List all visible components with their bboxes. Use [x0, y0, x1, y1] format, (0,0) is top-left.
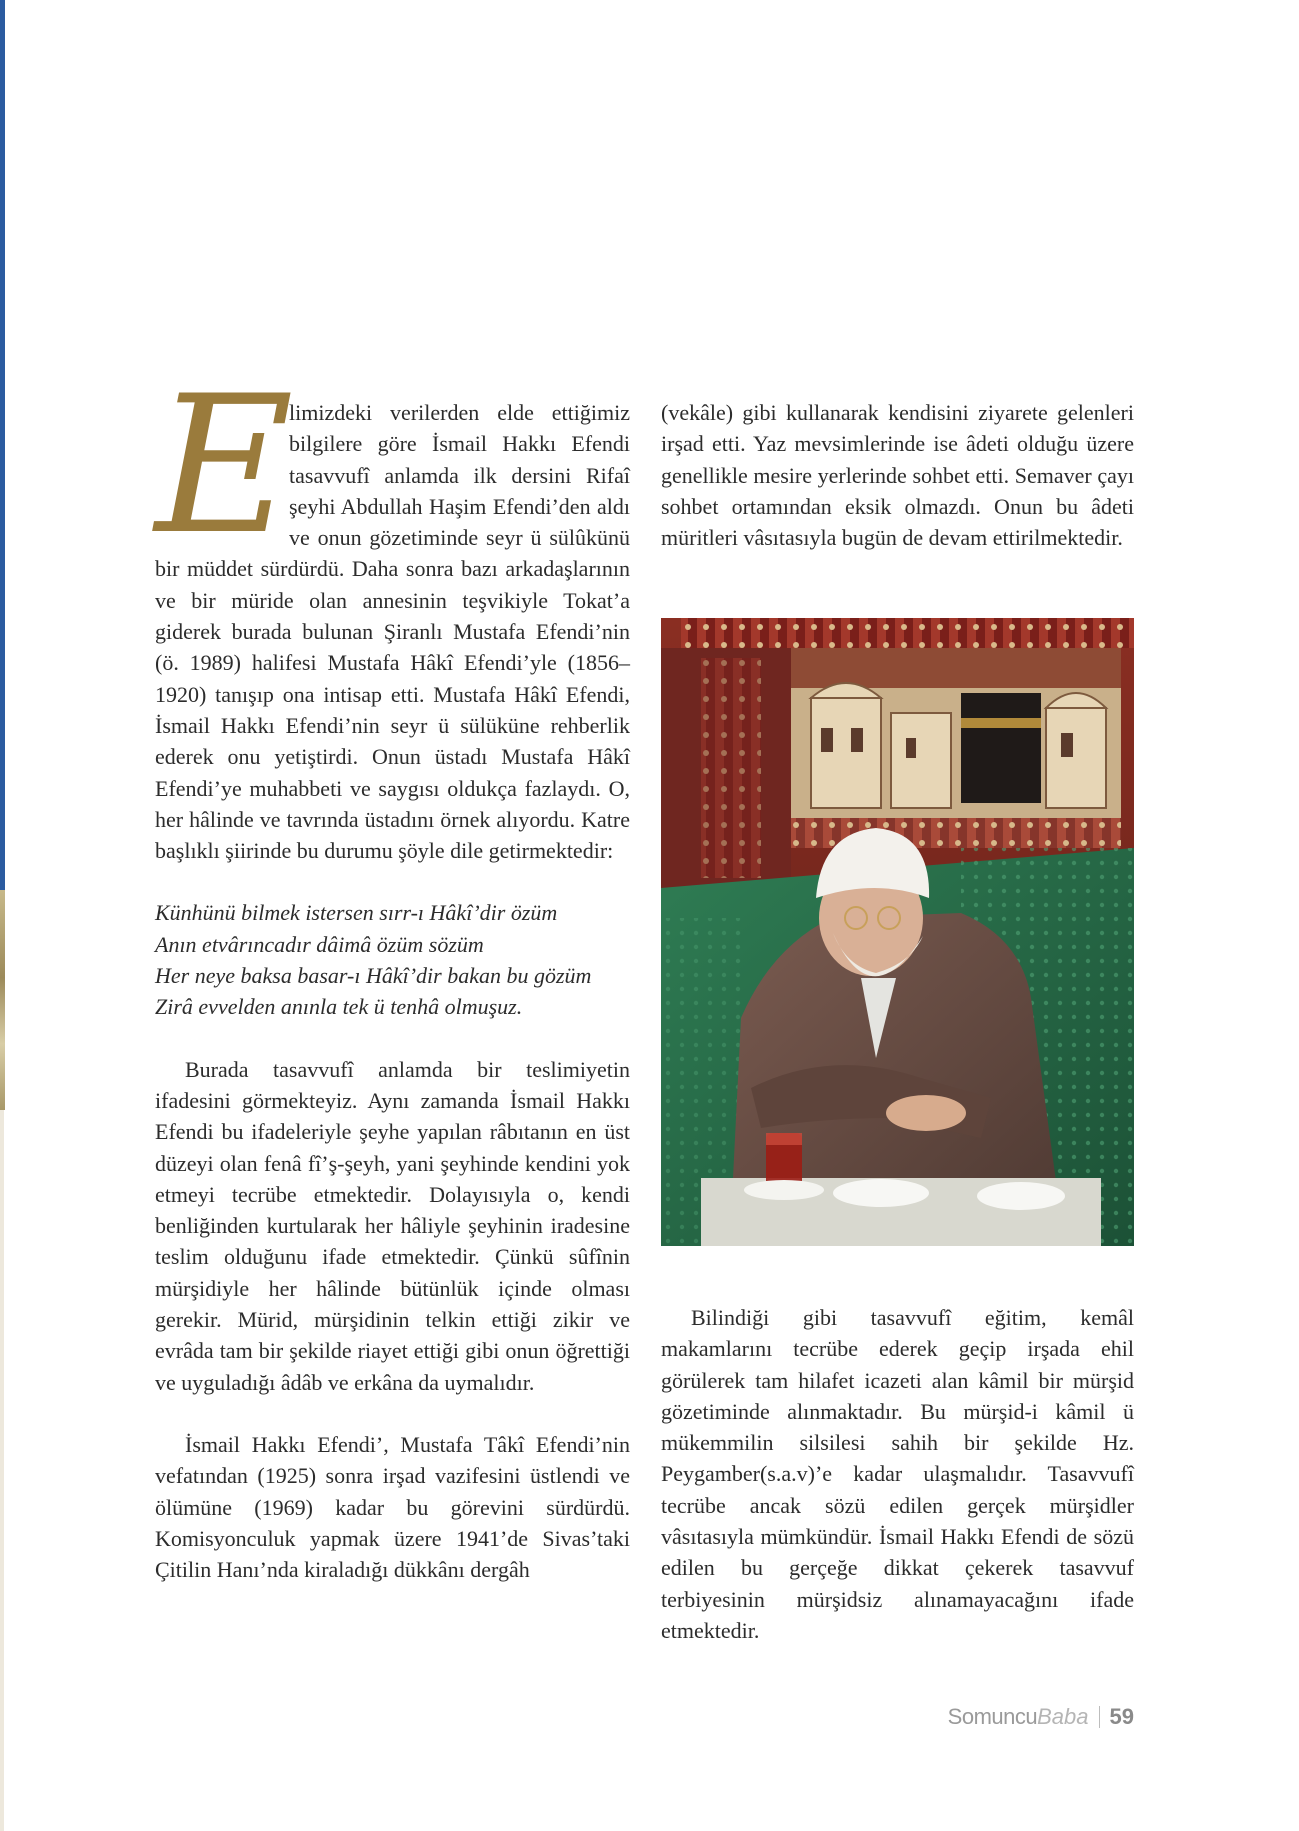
poem-line: Künhünü bilmek istersen sırr-ı Hâkî’dir özüm [155, 900, 558, 926]
page-footer [948, 1704, 1134, 1730]
body-paragraph-irsad: İsmail Hakkı Efendi’, Mustafa Tâkî Efendi’nin vefatından (1925) sonra irşad vazifesini üstlendi ve ölümüne (1969) kadar bu görevini sürdürdü. Komisyonculuk yapmak üzere 1941’de Sivas’taki Çitilin Hanı’nda kiraladığı dükkânı dergâh [155, 1431, 630, 1583]
right-column-bottom [661, 1302, 1134, 1646]
drop-cap-letter: E [155, 355, 294, 576]
page-edge-gold [0, 890, 5, 1110]
page-edge-blue [0, 0, 5, 890]
right-column-top [661, 397, 1134, 553]
poem-line: Her neye baksa basar-ı Hâkî’dir bakan bu gözüm [155, 963, 592, 989]
body-paragraph-egitim: Bilindiği gibi tasavvufî eğitim, kemâl makamlarını tecrübe ederek geçip irşada ehil görülerek tam hilafet icazeti alan kâmil bir mürşid gözetiminde alınmaktadır. Bu mürşid-i kâmil ü mükemmilin silsilesi sahih bir şekilde Hz. Peygamber(s.a.v)’e kadar ulaşmalıdır. Tasavvufî tecrübe ancak sözü edilen gerçek mürşidler vâsıtasıyla mümkündür. İsmail Hakkı Efendi de sözü edilen bu gerçeğe dikkat çekerek tasavvuf terbiyesinin mürşidsiz alınamayacağını ifade etmektedir. [661, 1305, 1134, 1643]
body-paragraph-vekale: (vekâle) gibi kullanarak kendisini ziyarete gelenleri irşad etti. Yaz mevsimlerinde ise âdeti olduğu üzere genellikle mesire yerlerinde sohbet etti. Semaver çayı sohbet ortamından eksik olmazdı. Onun bu âdeti müritleri vâsıtasıyla bugün de devam ettirilmektedir. [661, 400, 1134, 551]
magazine-name-part2: Baba [1037, 1704, 1089, 1729]
photo-elderly-sheikh [661, 618, 1134, 1246]
body-paragraph-teslimiyet: Burada tasavvufî anlamda bir teslimiyetin ifadesini görmekteyiz. Aynı zamanda İsmail Hakkı Efendi bu ifadeleriyle şeyhe yapılan râbıtanın en üst düzeyi olan fenâ fî’ş-şeyh, yani şeyhinde kendini yok etmeyi tecrübe etmektedir. Dolayısıyla o, kendi benliğinden kurtularak her hâliyle şeyhinin iradesine teslim olduğunu ifade etmektedir. Çünkü sûfînin mürşidiyle her hâlinde bütünlük içinde olması gerekir. Mürid, mürşidinin telkin ettiği zikir ve evrâda tam bir şekilde riayet ettiği gibi onun öğrettiği ve uyguladığı âdâb ve erkâna da uymalıdır. [155, 1056, 630, 1395]
poem-block [155, 897, 630, 1022]
poem-line: Anın etvârıncadır dâimâ özüm sözüm [155, 931, 484, 957]
magazine-name-part1: Somuncu [947, 1704, 1038, 1729]
poem-line: Zirâ evvelden anınla tek ü tenhâ olmuşuz. [155, 994, 523, 1020]
intro-paragraph-text: limizdeki verilerden elde ettiğimiz bilgilere göre İsmail Hakkı Efendi tasavvufî anlamda ilk dersini Rifaî şeyhi Abdullah Haşim Efendi’den aldı ve onun gözetiminde seyr ü sülûkünü bir müddet sürdürdü. Daha sonra bazı arkadaşlarının ve bir müride olan annesinin teşvikiyle Tokat’a giderek burada bulunan Şiranlı Mustafa Efendi’nin (ö. 1989) halifesi Mustafa Hâkî Efendi’yle (1856–1920) tanışıp ona intisap etti. Mustafa Hâkî Efendi, İsmail Hakkı Efendi’nin seyr ü sülüküne rehberlik ederek onu yetiştirdi. Onun üstadı Mustafa Hâkî Efendi’ye muhabbeti ve saygısı oldukça fazlaydı. O, her hâlinde ve tavrında üstadını örnek alıyordu. Katre başlıklı şiirinde bu durumu şöyle dile getirmektedir: [155, 400, 630, 864]
photo-illustration [661, 618, 1134, 1246]
intro-paragraph [155, 355, 630, 866]
page-number: 59 [1109, 1704, 1134, 1729]
left-column [155, 355, 630, 1585]
footer-divider [1099, 1706, 1100, 1728]
page-edge-light [0, 1110, 4, 1831]
